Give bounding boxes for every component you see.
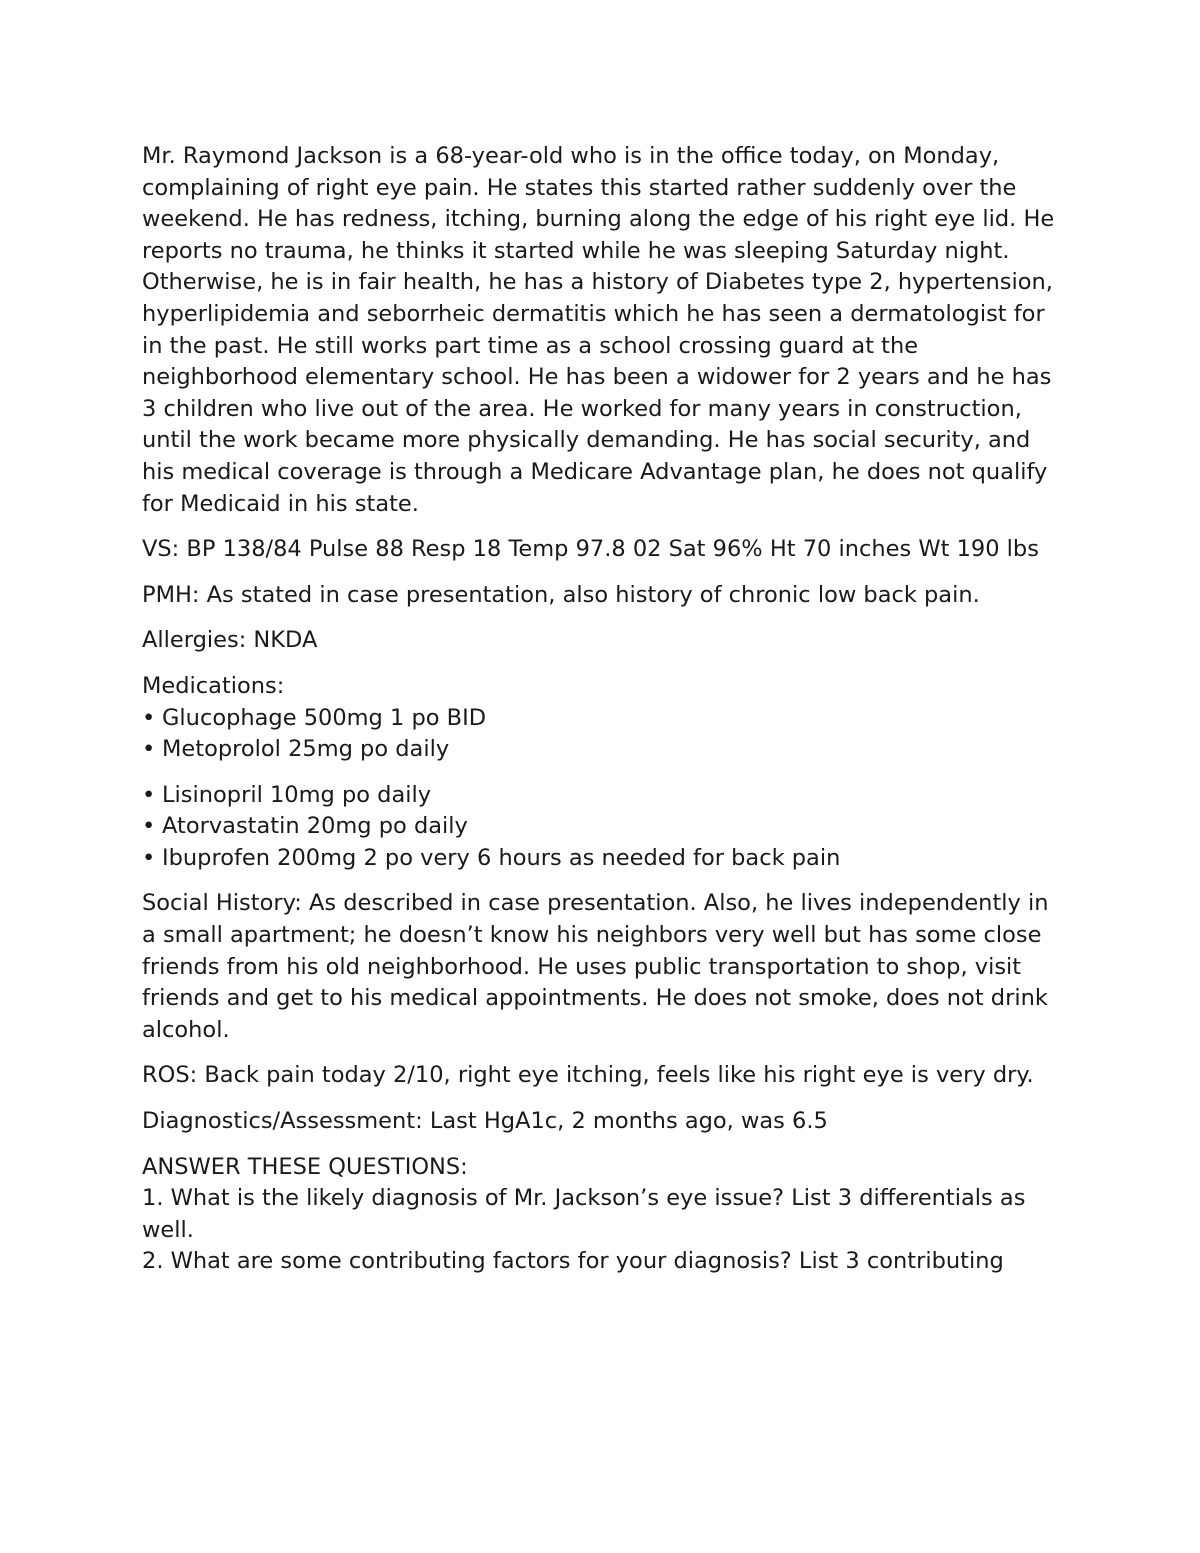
- questions-heading: ANSWER THESE QUESTIONS:: [142, 1153, 468, 1180]
- allergies-paragraph: Allergies: NKDA: [142, 627, 318, 654]
- questions-section: [142, 1152, 1067, 1278]
- bullet-icon: •: [142, 844, 156, 871]
- medication-text: Atorvastatin 20mg po daily: [162, 813, 468, 840]
- bullet-icon: •: [142, 736, 156, 763]
- case-presentation-paragraph: Mr. Raymond Jackson is a 68-year-old who is in the office today, on Monday, complaining of right eye pain. He states this started rather suddenly over the weekend. He has redness, itching, burning along the edge of his right eye lid. He reports no trauma, he thinks it started while he was sleeping Saturday night. Otherwise, he is in fair health, he has a history of Diabetes type 2, hypertension, hyperlipidemia and seborrheic dermatitis which he has seen a dermatologist for in the past. He still works part time as a school crossing guard at the neighborhood elementary school. He has been a widower for 2 years and he has 3 children who live out of the area. He worked for many years in construction, until the work became more physically demanding. He has social security, and his medical coverage is through a Medicare Advantage plan, he does not qualify for Medicaid in his state.: [142, 143, 1055, 517]
- medication-text: Metoprolol 25mg po daily: [162, 736, 450, 763]
- medications-section: [142, 671, 1067, 875]
- document-page: [142, 141, 1067, 1278]
- medication-list-2: [142, 780, 1067, 875]
- medication-item: [142, 843, 1067, 875]
- question-item: 2. What are some contributing factors for your diagnosis? List 3 contributing: [142, 1248, 1004, 1275]
- bullet-icon: •: [142, 813, 156, 840]
- medications-heading: Medications:: [142, 672, 285, 699]
- diagnostics-paragraph: Diagnostics/Assessment: Last HgA1c, 2 months ago, was 6.5: [142, 1108, 828, 1135]
- bullet-icon: •: [142, 781, 156, 808]
- medication-item: [142, 780, 1067, 812]
- pmh-paragraph: PMH: As stated in case presentation, also history of chronic low back pain.: [142, 581, 980, 608]
- medication-item: [142, 811, 1067, 843]
- medication-text: Ibuprofen 200mg 2 po very 6 hours as needed for back pain: [162, 844, 841, 871]
- medication-list-1: [142, 703, 1067, 766]
- bullet-icon: •: [142, 704, 156, 731]
- social-history-paragraph: Social History: As described in case presentation. Also, he lives independently in a small apartment; he doesn’t know his neighbors very well but has some close friends from his old neighborhood. He uses public transportation to shop, visit friends and get to his medical appointments. He does not smoke, does not drink alcohol.: [142, 890, 1049, 1043]
- medication-text: Glucophage 500mg 1 po BID: [162, 704, 487, 731]
- medication-item: [142, 703, 1067, 735]
- medication-text: Lisinopril 10mg po daily: [162, 781, 432, 808]
- vital-signs-paragraph: VS: BP 138/84 Pulse 88 Resp 18 Temp 97.8 02 Sat 96% Ht 70 inches Wt 190 lbs: [142, 536, 1039, 563]
- medication-item: [142, 734, 1067, 766]
- ros-paragraph: ROS: Back pain today 2/10, right eye itching, feels like his right eye is very dry.: [142, 1062, 1034, 1089]
- question-item: 1. What is the likely diagnosis of Mr. Jackson’s eye issue? List 3 differentials as well.: [142, 1185, 1026, 1243]
